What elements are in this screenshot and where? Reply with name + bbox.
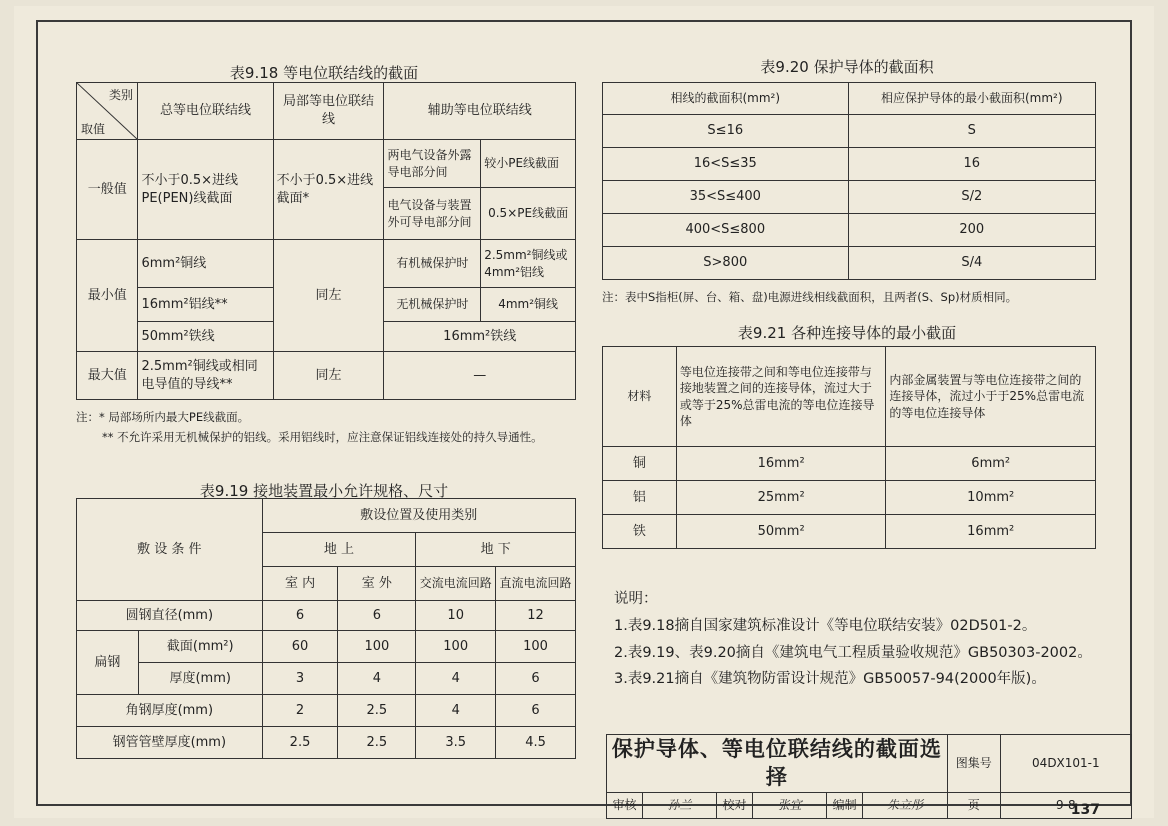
drawing-sheet — [14, 6, 1154, 818]
header-condition: 敷 设 条 件 — [77, 499, 263, 601]
header-total: 总等电位联结线 — [138, 83, 273, 140]
cell: 16mm²铁线 — [384, 322, 576, 352]
row-thickness: 厚度(mm) — [138, 663, 262, 695]
category-label: 类别 — [108, 88, 133, 102]
table-9-20-title: 表9.20 保护导体的截面积 — [760, 58, 934, 76]
header-over-25: 等电位连接带之间和等电位连接带与接地装置之间的连接导体，流过大于或等于25%总雷电流的等电位连接导体 — [676, 347, 886, 447]
cell: 16 — [848, 148, 1095, 181]
cell: 无机械保护时 — [384, 288, 481, 322]
cell: 2.5 — [338, 727, 416, 759]
cell: 100 — [496, 631, 576, 663]
cell: 10mm² — [886, 481, 1096, 515]
table-9-18-title: 表9.18 等电位联结线的截面 — [229, 64, 419, 82]
cell: 100 — [338, 631, 416, 663]
cell: 2.5 — [338, 695, 416, 727]
cell: 有机械保护时 — [384, 240, 481, 288]
cell: 2.5 — [262, 727, 338, 759]
page-code: 9-8 — [1000, 792, 1131, 818]
cell: S — [848, 115, 1095, 148]
row-label-general: 一般值 — [77, 140, 138, 240]
cell: 0.5×PE线截面 — [481, 188, 576, 240]
row-section: 截面(mm²) — [138, 631, 262, 663]
cell: 不小于0.5×进线截面* — [273, 140, 384, 240]
table-9-19 — [76, 498, 576, 759]
header-aux: 辅助等电位联结线 — [384, 83, 576, 140]
cell: 较小PE线截面 — [481, 140, 576, 188]
header-indoor: 室 内 — [262, 567, 338, 601]
drawing-title: 保护导体、等电位联结线的截面选择 — [607, 735, 948, 793]
table-9-20 — [602, 82, 1096, 280]
table-9-21-title: 表9.21 各种连接导体的最小截面 — [737, 324, 957, 342]
header-above: 地 上 — [262, 533, 416, 567]
value-label: 取值 — [81, 122, 106, 136]
explanation-line-3: 3.表9.21摘自《建筑物防雷设计规范》GB50057-94(2000年版)。 — [614, 671, 1046, 688]
cell: 400<S≤800 — [603, 214, 849, 247]
check-label: 校对 — [717, 792, 753, 818]
cell: 12 — [496, 601, 576, 631]
header-phase: 相线的截面积(mm²) — [603, 83, 849, 115]
cell: 铁 — [603, 515, 677, 549]
cell: 同左 — [273, 240, 384, 352]
cell: S/2 — [848, 181, 1095, 214]
header-below: 地 下 — [416, 533, 576, 567]
cell: 6 — [262, 601, 338, 631]
cell: 4mm²铜线 — [481, 288, 576, 322]
cell: 3 — [262, 663, 338, 695]
note-9-18-1: 注：* 局部场所内最大PE线截面。 — [76, 410, 250, 424]
cell: 16mm² — [676, 447, 886, 481]
cell: 2.5mm²铜线或相同电导值的导线** — [138, 352, 273, 400]
row-flat-steel: 扁钢 — [77, 631, 139, 695]
row-angle-steel: 角钢厚度(mm) — [77, 695, 263, 727]
table-9-21 — [602, 346, 1096, 549]
cell: 6mm²铜线 — [138, 240, 273, 288]
header-under-25: 内部金属装置与等电位连接带之间的连接导体，流过小于于25%总雷电流的等电位连接导体 — [886, 347, 1096, 447]
header-local: 局部等电位联结线 — [273, 83, 384, 140]
reviewer-name: 孙兰 — [642, 792, 716, 818]
cell: 铝 — [603, 481, 677, 515]
cell: 16<S≤35 — [603, 148, 849, 181]
atlas-number: 04DX101-1 — [1000, 735, 1131, 793]
checker-name: 张宜 — [753, 792, 827, 818]
cell: S>800 — [603, 247, 849, 280]
draw-label: 编制 — [827, 792, 863, 818]
cell: 16mm²铝线** — [138, 288, 273, 322]
header-ac: 交流电流回路 — [416, 567, 496, 601]
cell: 4 — [338, 663, 416, 695]
cell: 6 — [496, 663, 576, 695]
explanation — [614, 586, 1092, 693]
note-9-20: 注：表中S指柜(屏、台、箱、盘)电源进线相线截面积，且两者(S、Sp)材质相同。 — [602, 290, 1018, 304]
header-outdoor: 室 外 — [338, 567, 416, 601]
cell: 4 — [416, 663, 496, 695]
header-dc: 直流电流回路 — [496, 567, 576, 601]
row-round-steel: 圆钢直径(mm) — [77, 601, 263, 631]
cell: 50mm² — [676, 515, 886, 549]
cell: 4.5 — [496, 727, 576, 759]
explanation-line-1: 1.表9.18摘自国家建筑标准设计《等电位联结安装》02D501-2。 — [614, 617, 1037, 634]
cell: 2.5mm²铜线或4mm²铝线 — [481, 240, 576, 288]
cell: 6mm² — [886, 447, 1096, 481]
header-position: 敷设位置及使用类别 — [262, 499, 575, 533]
cell: S≤16 — [603, 115, 849, 148]
row-label-min: 最小值 — [77, 240, 138, 352]
cell: 2 — [262, 695, 338, 727]
cell: 同左 — [273, 352, 384, 400]
cell: 35<S≤400 — [603, 181, 849, 214]
diagonal-line — [77, 83, 137, 139]
header-material: 材料 — [603, 347, 677, 447]
cell: 50mm²铁线 — [138, 322, 273, 352]
table-9-19-title: 表9.19 接地装置最小允许规格、尺寸 — [199, 482, 449, 500]
explanation-title: 说明： — [614, 591, 658, 607]
header-diagonal-cell — [77, 83, 138, 140]
header-pe: 相应保护导体的最小截面积(mm²) — [848, 83, 1095, 115]
atlas-label: 图集号 — [947, 735, 1000, 793]
row-steel-pipe: 钢管管壁厚度(mm) — [77, 727, 263, 759]
cell: 3.5 — [416, 727, 496, 759]
cell: 6 — [338, 601, 416, 631]
drawer-name: 朱立彤 — [863, 792, 948, 818]
cell: 200 — [848, 214, 1095, 247]
page-number: 137 — [1070, 802, 1100, 818]
cell: 不小于0.5×进线PE(PEN)线截面 — [138, 140, 273, 240]
cell: 60 — [262, 631, 338, 663]
cell: 16mm² — [886, 515, 1096, 549]
cell: 电气设备与装置外可导电部分间 — [384, 188, 481, 240]
row-label-max: 最大值 — [77, 352, 138, 400]
cell: 10 — [416, 601, 496, 631]
review-label: 审核 — [607, 792, 643, 818]
cell: 100 — [416, 631, 496, 663]
cell: 两电气设备外露导电部分间 — [384, 140, 481, 188]
table-9-18 — [76, 82, 576, 400]
cell: 铜 — [603, 447, 677, 481]
cell: 4 — [416, 695, 496, 727]
cell: 25mm² — [676, 481, 886, 515]
cell: — — [384, 352, 576, 400]
note-9-18-2: ** 不允许采用无机械保护的铝线。采用铝线时，应注意保证铝线连接处的持久导通性。 — [102, 430, 543, 444]
cell: S/4 — [848, 247, 1095, 280]
page-label: 页 — [947, 792, 1000, 818]
cell: 6 — [496, 695, 576, 727]
explanation-line-2: 2.表9.19、表9.20摘自《建筑电气工程质量验收规范》GB50303-2002。 — [614, 644, 1092, 661]
